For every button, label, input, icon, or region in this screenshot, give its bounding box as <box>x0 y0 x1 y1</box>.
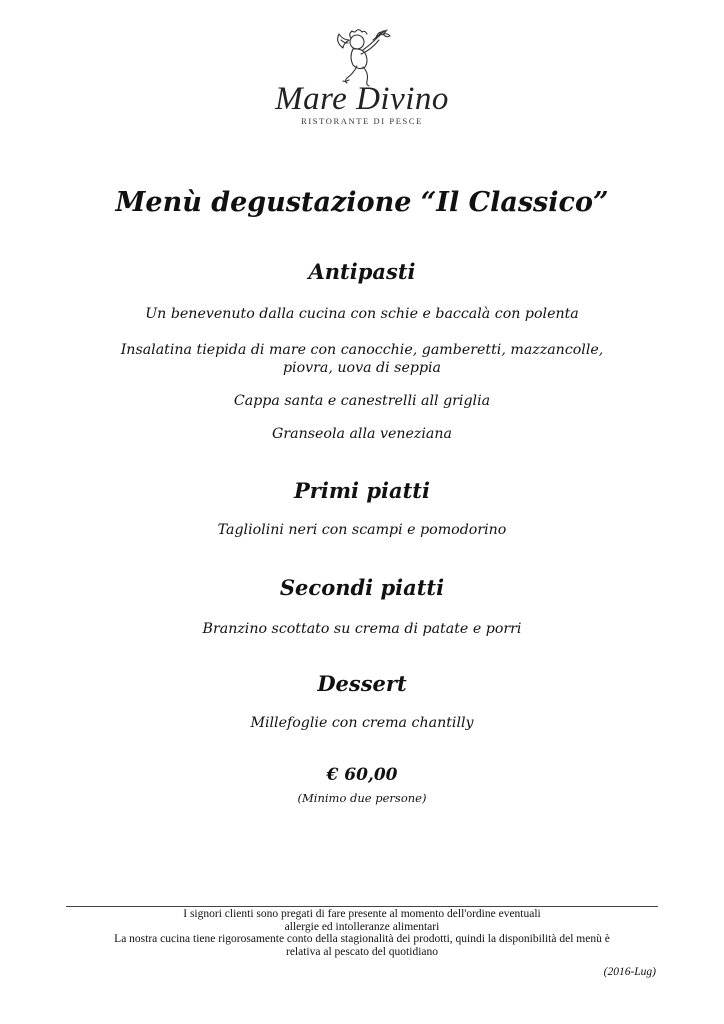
footer-line: I signori clienti sono pregati di fare presente al momento dell'ordine eventuali <box>183 908 541 920</box>
footer-line: allergie ed intolleranze alimentari <box>284 920 440 933</box>
section-title-secondi-piatti: Secondi piatti <box>279 575 445 600</box>
section-title-antipasti: Antipasti <box>308 259 416 284</box>
dish-item: Granseola alla veneziana <box>272 426 452 442</box>
dish-item <box>90 341 634 377</box>
dish-line: piovra, uova di seppia <box>282 360 442 376</box>
price-note: (Minimo due persone) <box>297 791 427 805</box>
menu-title: Menù degustazione “Il Classico” <box>115 187 609 218</box>
dish-item: Cappa santa e canestrelli all griglia <box>233 393 491 409</box>
restaurant-name: Mare Divino <box>275 81 449 117</box>
menu-version-code: (2016-Lug) <box>603 966 656 978</box>
dish-item: Millefoglie con crema chantilly <box>250 715 474 731</box>
restaurant-logo <box>0 26 724 126</box>
restaurant-subtitle: RISTORANTE DI PESCE <box>301 116 423 126</box>
dish-item: Branzino scottato su crema di patate e porri <box>202 621 522 637</box>
menu-price: € 60,00 <box>326 765 398 785</box>
dish-item: Tagliolini neri con scampi e pomodorino <box>217 522 507 538</box>
footer-line: La nostra cucina tiene rigorosamente conto della stagionalità dei prodotti, quindi la disponibilità del menù è <box>114 933 610 945</box>
dish-line: Insalatina tiepida di mare con canocchie, gamberetti, mazzancolle, <box>120 342 604 358</box>
section-title-dessert: Dessert <box>317 671 407 696</box>
footer-divider <box>66 906 658 907</box>
section-title-primi-piatti: Primi piatti <box>294 478 430 503</box>
allergy-notice <box>46 908 678 958</box>
footer-line: relativa al pescato del quotidiano <box>286 945 438 958</box>
dish-item: Un benevenuto dalla cucina con schie e baccalà con polenta <box>145 306 579 322</box>
